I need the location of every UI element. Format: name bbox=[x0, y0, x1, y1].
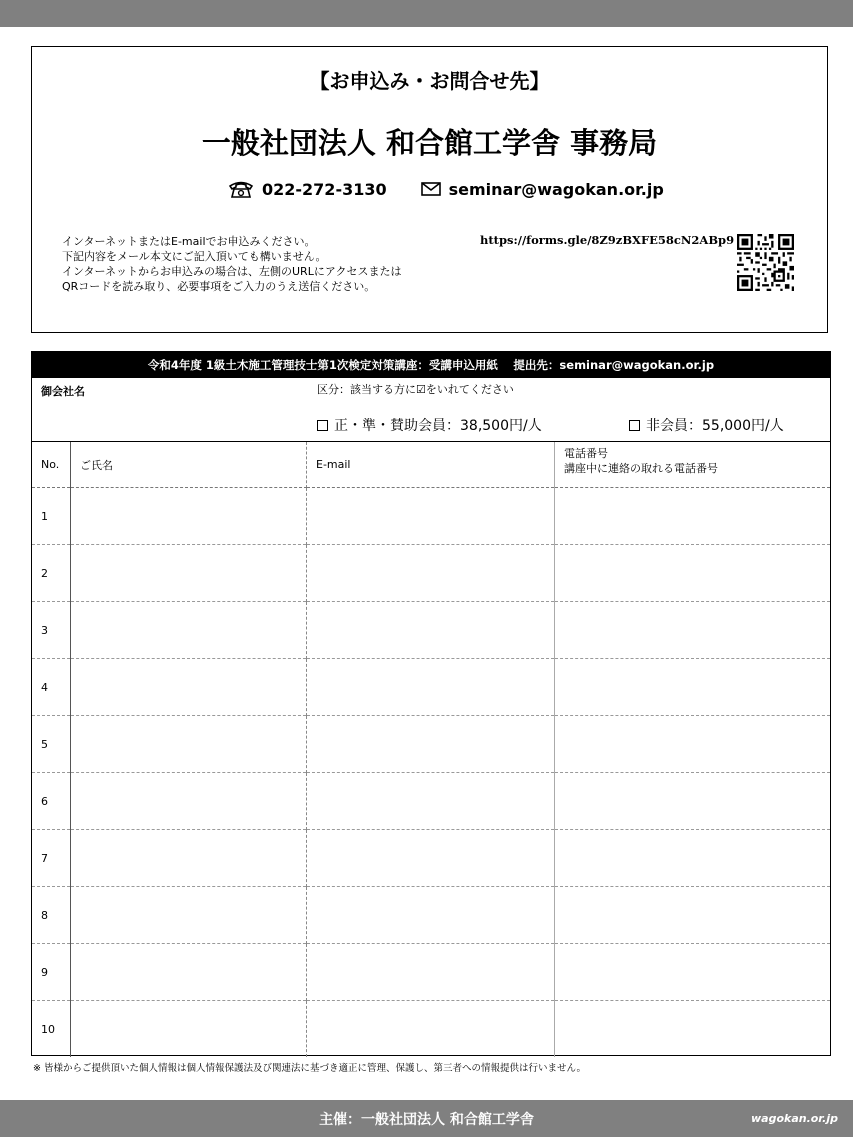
name-cell[interactable] bbox=[71, 488, 307, 545]
row-number: 5 bbox=[32, 716, 71, 773]
applicant-rows bbox=[32, 488, 830, 1058]
phone-icon bbox=[228, 179, 254, 199]
contact-heading: 【お申込み・お問合せ先】 bbox=[309, 69, 550, 93]
applicant-table bbox=[32, 442, 830, 1057]
row-number: 8 bbox=[32, 887, 71, 944]
row-number: 3 bbox=[32, 602, 71, 659]
nonmember-checkbox[interactable] bbox=[629, 420, 640, 431]
top-bar bbox=[0, 0, 853, 27]
organization-name: 一般社団法人 和合館工学舎 事務局 bbox=[201, 126, 658, 160]
column-no: No. bbox=[32, 442, 71, 488]
email-cell[interactable] bbox=[307, 773, 555, 830]
email-cell[interactable] bbox=[307, 545, 555, 602]
email-cell[interactable] bbox=[307, 944, 555, 1001]
member-option-label: 正・準・賛助会員：38,500円/人 bbox=[334, 418, 542, 434]
name-cell[interactable] bbox=[71, 1001, 307, 1058]
phone-number: 022-272-3130 bbox=[262, 179, 387, 199]
note-line: インターネットまたはE-mailでお申込みください。 bbox=[62, 235, 316, 248]
table-row bbox=[32, 716, 830, 773]
contact-line bbox=[228, 179, 664, 199]
nonmember-option-label: 非会員：55,000円/人 bbox=[646, 418, 784, 434]
tel-cell[interactable] bbox=[555, 944, 831, 1001]
row-number: 6 bbox=[32, 773, 71, 830]
tel-cell[interactable] bbox=[555, 830, 831, 887]
table-row bbox=[32, 602, 830, 659]
qr-code[interactable] bbox=[737, 234, 794, 291]
sponsor-text: 主催：一般社団法人 和合館工学舎 bbox=[319, 1112, 534, 1128]
name-cell[interactable] bbox=[71, 944, 307, 1001]
row-number: 4 bbox=[32, 659, 71, 716]
nonmember-option[interactable] bbox=[629, 415, 784, 435]
member-checkbox[interactable] bbox=[317, 420, 328, 431]
tel-cell[interactable] bbox=[555, 716, 831, 773]
company-name-label: 御会社名 bbox=[41, 385, 85, 398]
note-line: 下記内容をメール本文にご記入頂いても構いません。 bbox=[62, 250, 327, 263]
column-email: E-mail bbox=[307, 442, 555, 488]
tel-cell[interactable] bbox=[555, 1001, 831, 1058]
tel-cell[interactable] bbox=[555, 488, 831, 545]
row-number: 7 bbox=[32, 830, 71, 887]
footer-bar bbox=[0, 1100, 853, 1137]
row-number: 1 bbox=[32, 488, 71, 545]
row-number: 10 bbox=[32, 1001, 71, 1058]
form-header: 令和4年度 1級土木施工管理技士第1次検定対策講座：受講申込用紙 提出先：seminar@wagokan.or.jp bbox=[32, 352, 830, 378]
category-label: 区分：該当する方に☑をいれてください bbox=[317, 383, 514, 396]
table-row bbox=[32, 887, 830, 944]
name-cell[interactable] bbox=[71, 830, 307, 887]
column-tel bbox=[555, 442, 831, 488]
name-cell[interactable] bbox=[71, 545, 307, 602]
mail-icon bbox=[421, 182, 441, 196]
email-cell[interactable] bbox=[307, 1001, 555, 1058]
table-row bbox=[32, 659, 830, 716]
tel-cell[interactable] bbox=[555, 545, 831, 602]
note-line: インターネットからお申込みの場合は、左側のURLにアクセスまたは bbox=[62, 265, 402, 278]
row-number: 9 bbox=[32, 944, 71, 1001]
tel-cell[interactable] bbox=[555, 773, 831, 830]
email-address[interactable]: seminar@wagokan.or.jp bbox=[448, 179, 664, 199]
email-cell[interactable] bbox=[307, 716, 555, 773]
email-cell[interactable] bbox=[307, 887, 555, 944]
company-section bbox=[32, 378, 830, 442]
table-row bbox=[32, 545, 830, 602]
table-row bbox=[32, 944, 830, 1001]
table-row bbox=[32, 1001, 830, 1058]
table-row bbox=[32, 488, 830, 545]
note-line: QRコードを読み取り、必要事項をご入力のうえ送信ください。 bbox=[62, 280, 376, 293]
name-cell[interactable] bbox=[71, 716, 307, 773]
name-cell[interactable] bbox=[71, 887, 307, 944]
tel-cell[interactable] bbox=[555, 887, 831, 944]
name-cell[interactable] bbox=[71, 659, 307, 716]
table-row bbox=[32, 830, 830, 887]
tel-cell[interactable] bbox=[555, 602, 831, 659]
column-name: ご氏名 bbox=[71, 442, 307, 488]
email-cell[interactable] bbox=[307, 602, 555, 659]
form-url-link[interactable]: https://forms.gle/8Z9zBXFE58cN2ABp9 bbox=[480, 233, 735, 247]
email-cell[interactable] bbox=[307, 488, 555, 545]
application-form bbox=[31, 351, 831, 1056]
column-tel-note: 講座中に連絡の取れる電話番号 bbox=[564, 462, 718, 475]
contact-box bbox=[31, 46, 828, 333]
email-cell[interactable] bbox=[307, 659, 555, 716]
privacy-footnote: ※ 皆様からご提供頂いた個人情報は個人情報保護法及び関連法に基づき適正に管理、保護し、第三者への情報提供は行いません。 bbox=[33, 1063, 587, 1074]
site-link[interactable]: wagokan.or.jp bbox=[750, 1112, 838, 1125]
row-number: 2 bbox=[32, 545, 71, 602]
name-cell[interactable] bbox=[71, 602, 307, 659]
application-notes bbox=[62, 234, 402, 294]
email-cell[interactable] bbox=[307, 830, 555, 887]
column-tel-title: 電話番号 bbox=[564, 447, 608, 460]
table-header-row bbox=[32, 442, 830, 488]
table-row bbox=[32, 773, 830, 830]
member-option[interactable] bbox=[317, 415, 542, 435]
name-cell[interactable] bbox=[71, 773, 307, 830]
tel-cell[interactable] bbox=[555, 659, 831, 716]
